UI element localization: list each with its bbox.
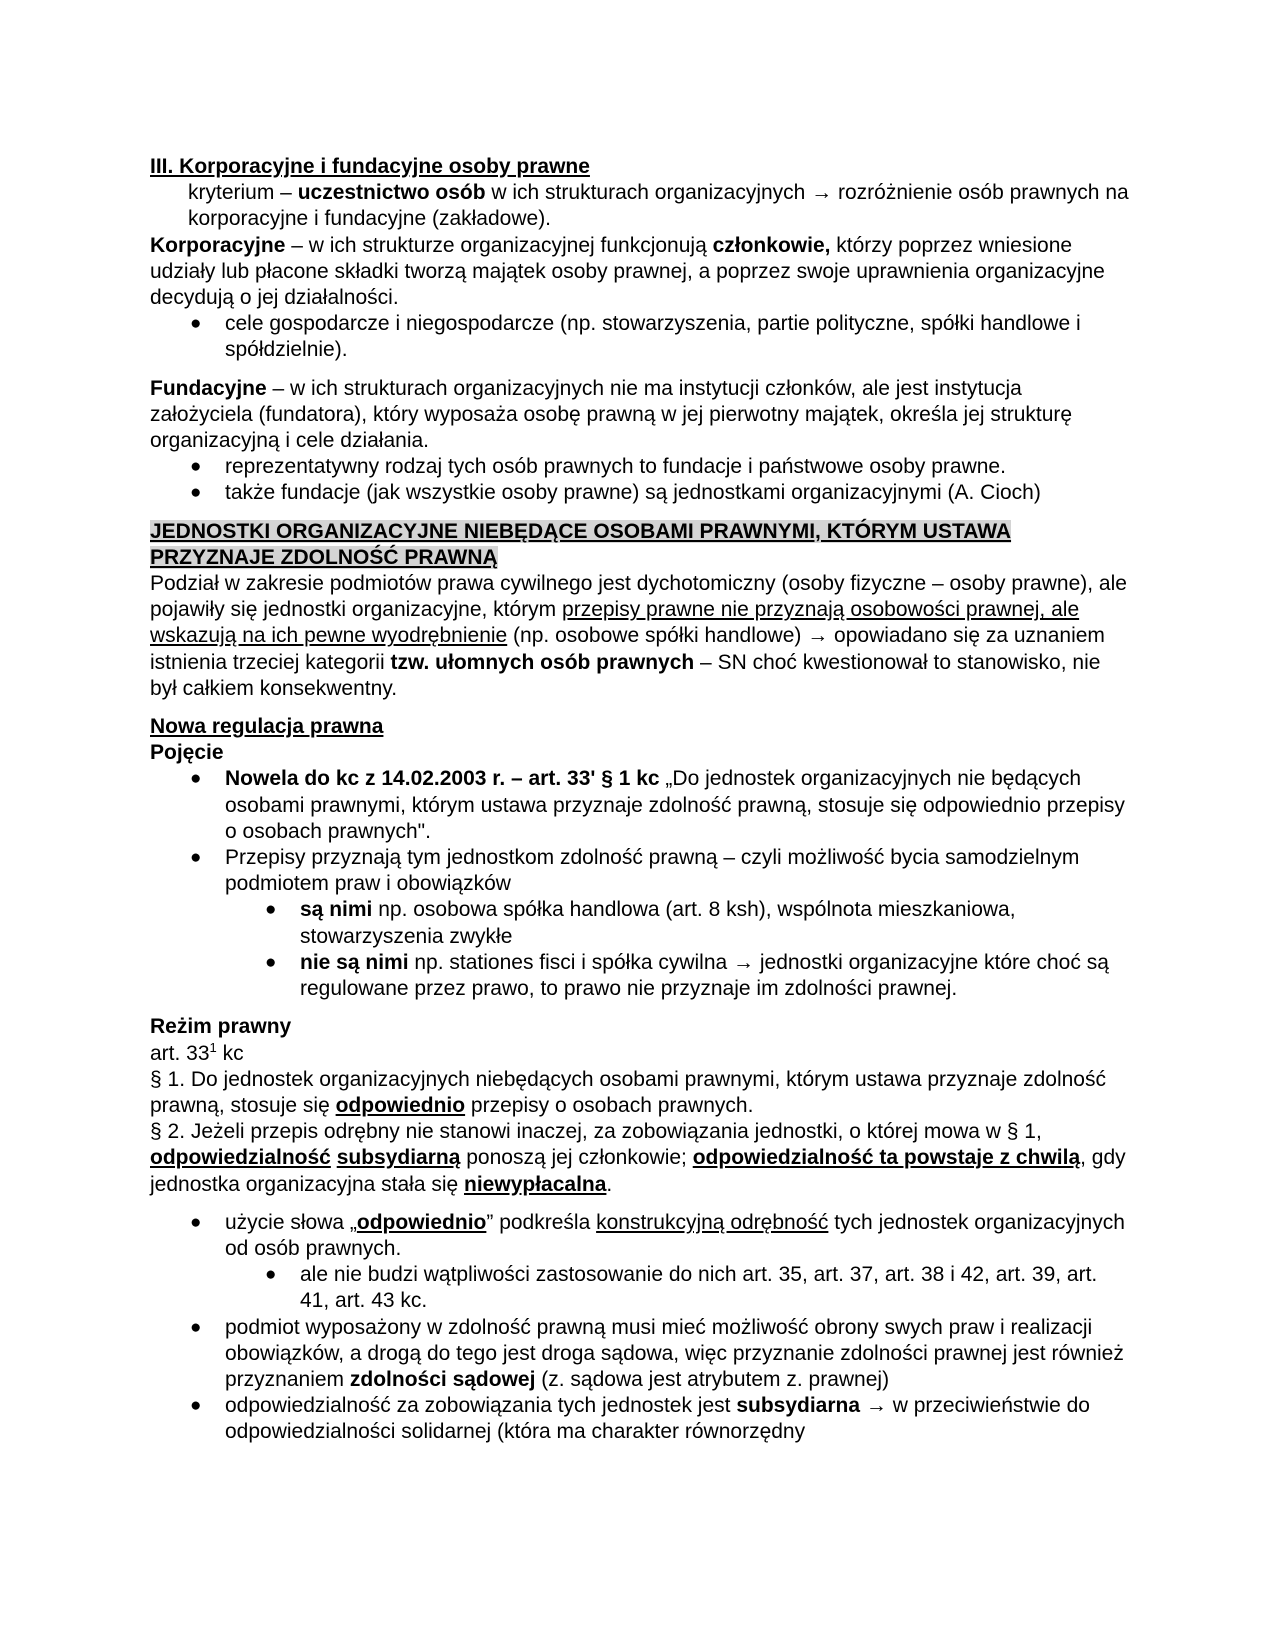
bullet-icon: ● — [190, 1211, 202, 1233]
list-item: ● ale nie budzi wątpliwości zastosowanie do nich art. 35, art. 37, art. 38 i 42, art. 39, art. 41, art. 43 kc. — [265, 1263, 1098, 1313]
list-item: ● Przepisy przyznają tym jednostkom zdolność prawną – czyli możliwość bycia samodzielnym podmiotem praw i obowiązków — [190, 846, 1080, 896]
article-reference: art. $33^1$ kc — [150, 1039, 244, 1065]
paragraph-2: § 2. Jeżeli przepis odrębny nie stanowi inaczej, za zobowiązania jednostki, o której mowa w § 1, odpowiedzialność subsydiarną ponoszą jej członkowie; odpowiedzialność ta powstaje z chwilą, gdy jednostka organizacyjna stała się niewypłacalna. — [150, 1120, 1126, 1196]
bullet-icon: ● — [190, 768, 202, 790]
podzial-paragraph: Podział w zakresie podmiotów prawa cywilnego jest dychotomiczny (osoby fizyczne – osoby prawne), ale pojawiły się jednostki organizacyjne, którym przepisy prawne nie przyznają osobowości prawnej, ale wskazują na ich pewne wyodrębnienie (np. osobowe spółki handlowe) → opowiadano się za uznaniem istnienia trzeciej kategorii tzw. ułomnych osób prawnych – SN choć kwestionował to stanowisko, nie był całkiem konsekwentny. — [150, 572, 1127, 700]
list-item: ● reprezentatywny rodzaj tych osób prawnych to fundacje i państwowe osoby prawne. — [150, 454, 1130, 480]
list-item: ● nie są nimi np. stationes fisci i spółka cywilna → jednostki organizacyjne które choć są regulowane przez prawo, to prawo nie przyznaje im zdolności prawnej. — [265, 950, 1109, 1001]
bullet-icon: ● — [265, 899, 277, 921]
section-heading-korporacyjne: III. Korporacyjne i fundacyjne osoby prawne — [150, 155, 590, 178]
rezim-sublist — [150, 1262, 1130, 1314]
korporacyjne-paragraph: Korporacyjne – w ich strukturze organizacyjnej funkcjonują członkowie, którzy poprzez wniesione udziały lub płacone składki tworzą majątek osoby prawnej, a poprzez swoje uprawnienia organizacyjne decydują o jej działalności. — [150, 233, 1105, 310]
list-item: ● odpowiedzialność za zobowiązania tych jednostek jest subsydiarna → w przeciwieństwie do odpowiedzialności solidarnej (która ma charakter równorzędny — [190, 1394, 1090, 1444]
bullet-icon: ● — [190, 456, 202, 478]
list-item: ● cele gospodarcze i niegospodarcze (np. stowarzyszenia, partie polityczne, spółki handlowe i spółdzielnie). — [190, 312, 1081, 362]
rezim-list-continued — [150, 1315, 1130, 1446]
paragraph-1: § 1. Do jednostek organizacyjnych niebędących osobami prawnymi, którym ustawa przyznaje zdolność prawną, stosuje się odpowiednio przepisy o osobach prawnych. — [150, 1067, 1106, 1117]
list-item: ● są nimi np. osobowa spółka handlowa (art. 8 ksh), wspólnota mieszkaniowa, stowarzyszenia zwykłe — [265, 898, 1016, 948]
fundacyjne-list — [150, 454, 1130, 506]
bullet-icon: ● — [190, 1395, 202, 1417]
bullet-icon: ● — [265, 1264, 277, 1286]
bullet-icon: ● — [190, 847, 202, 869]
rezim-list — [150, 1210, 1130, 1262]
list-item: ● podmiot wyposażony w zdolność prawną musi mieć możliwość obrony swych praw i realizacji obowiązków, a drogą do tego jest droga sądowa, więc przyznanie zdolności prawnej jest również przyznaniem zdolności sądowej (z. sądowa jest atrybutem z. prawnej) — [190, 1315, 1124, 1391]
bullet-icon: ● — [190, 482, 202, 504]
bullet-icon: ● — [190, 313, 202, 335]
subheading-pojecie: Pojęcie — [150, 741, 224, 765]
fundacyjne-paragraph: Fundacyjne – w ich strukturach organizacyjnych nie ma instytucji członków, ale jest instytucja założyciela (fundatora), który wyposaża osobę prawną w jej pierwotny majątek, określa jej strukturę organizacyjną i cele działania. — [150, 376, 1073, 453]
pojecie-list — [150, 766, 1130, 897]
section-heading-nowa-regulacja: Nowa regulacja prawna — [150, 715, 384, 739]
list-item: ● także fundacje (jak wszystkie osoby prawne) są jednostkami organizacyjnymi (A. Cioch) — [150, 480, 1130, 506]
list-item: ● Nowela do kc z 14.02.2003 r. – art. 33' § 1 kc „Do jednostek organizacyjnych nie będących osobami prawnymi, którym ustawa przyznaje zdolność prawną, stosuje się odpowiednio przepisy o osobach prawnych". — [190, 767, 1125, 843]
pojecie-sublist — [150, 897, 1130, 1002]
bullet-icon: ● — [190, 1316, 202, 1338]
section-heading-jednostki: JEDNOSTKI ORGANIZACYJNE NIEBĘDĄCE OSOBAMI PRAWNYMI, KTÓRYM USTAWA PRZYZNAJE ZDOLNOŚĆ PRAWNĄ — [150, 519, 1012, 569]
subheading-rezim-prawny: Reżim prawny — [150, 1015, 292, 1039]
korporacyjne-list — [150, 311, 1130, 363]
bullet-icon: ● — [265, 951, 277, 973]
document-page — [150, 154, 1130, 1446]
list-item: ● użycie słowa „odpowiednio” podkreśla konstrukcyjną odrębność tych jednostek organizacyjnych od osób prawnych. — [190, 1210, 1125, 1260]
criterion-paragraph: kryterium – uczestnictwo osób w ich strukturach organizacyjnych → rozróżnienie osób prawnych na korporacyjne i fundacyjne (zakładowe). — [188, 181, 1129, 231]
